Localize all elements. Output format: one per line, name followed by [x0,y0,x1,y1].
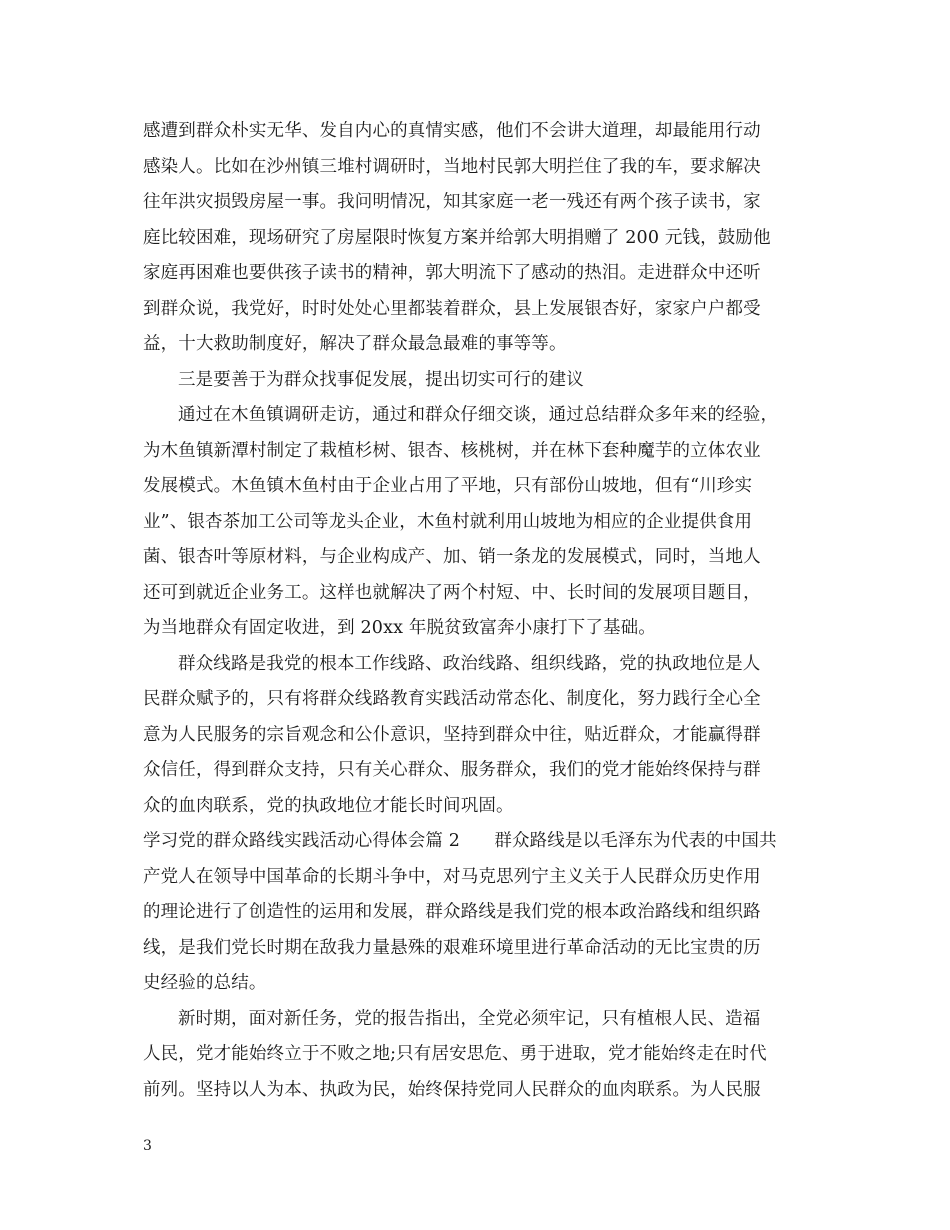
text-line: 家庭再困难也要供孩子读书的精神，郭大明流下了感动的热泪。走进群众中还听 [143,263,761,283]
text-line: 益，十大救助制度好，解决了群众最急最难的事等等。 [143,334,567,354]
text-line: 三是要善于为群众找事促发展，提出切实可行的建议 [178,369,584,390]
document-body [143,114,813,1108]
text-line: 众信任，得到群众支持，只有关心群众、服务群众，我们的党才能始终保持与群 [143,760,761,780]
text-line: 业”、银杏茶加工公司等龙头企业，木鱼村就利用山坡地为相应的企业提供食用 [143,511,753,532]
text-line: 产党人在领导中国革命的长期斗争中，对马克思列宁主义关于人民群众历史作用 [143,866,761,887]
text-line: 往年洪灾损毁房屋一事。我问明情况，知其家庭一老一残还有两个孩子读书，家 [143,192,761,212]
text-line: 线，是我们党长时期在敌我力量悬殊的艰难环境里进行革命活动的无比宝贵的历 [143,937,761,958]
text-line: 群众线路是我党的根本工作线路、政治线路、组织线路，党的执政地位是人 [178,653,761,674]
text-line: 史经验的总结。 [143,973,267,993]
text-line: 到群众说，我党好，时时处处心里都装着群众，县上发展银杏好，家家户户都受 [143,298,761,319]
text-line: 民群众赋予的，只有将群众线路教育实践活动常态化、制度化，努力践行全心全 [143,689,761,709]
text-line: 还可到就近企业务工。这样也就解决了两个村短、中、长时间的发展项目题目， [143,582,761,603]
text-line: 为木鱼镇新潭村制定了栽植杉树、银杏、核桃树，并在林下套种魔芋的立体农业 [143,440,761,461]
text-line: 意为人民服务的宗旨观念和公仆意识，坚持到群众中往，贴近群众，才能赢得群 [143,724,761,745]
text-line: 前列。坚持以人为本、执政为民，始终保持党同人民群众的血肉联系。为人民服 [143,1079,761,1100]
text-line: 众的血肉联系，党的执政地位才能长时间巩固。 [143,795,514,816]
text-line: 感遭到群众朴实无华、发自内心的真情实感，他们不会讲大道理，却最能用行动 [143,121,761,141]
text-line: 人民，党才能始终立于不败之地;只有居安思危、勇于进取，党才能始终走在时代 [143,1044,767,1064]
text-line: 发展模式。木鱼镇木鱼村由于企业占用了平地，只有部份山坡地，但有“川珍实 [143,476,753,496]
text-line: 的理论进行了创造性的运用和发展，群众路线是我们党的根本政治路线和组织路 [143,902,761,922]
text-line: 为当地群众有固定收进，到 20xx 年脱贫致富奔小康打下了基础。 [143,618,656,638]
page-number: 3 [143,1138,152,1154]
text-line: 菌、银杏叶等原材料，与企业构成产、加、销一条龙的发展模式，同时，当地人 [143,547,761,567]
text-line: 通过在木鱼镇调研走访，通过和群众仔细交谈，通过总结群众多年来的经验， [178,405,779,425]
text-line: 新时期，面对新任务，党的报告指出，全党必须牢记，只有植根人民、造福 [178,1008,761,1029]
text-line: 庭比较困难，现场研究了房屋限时恢复方案并给郭大明捐赠了 200 元钱，鼓励他 [143,227,771,248]
text-line: 感染人。比如在沙州镇三堆村调研时，当地村民郭大明拦住了我的车，要求解决 [143,156,761,177]
text-line: 学习党的群众路线实践活动心得体会篇 2 群众路线是以毛泽东为代表的中国共 [143,831,777,851]
